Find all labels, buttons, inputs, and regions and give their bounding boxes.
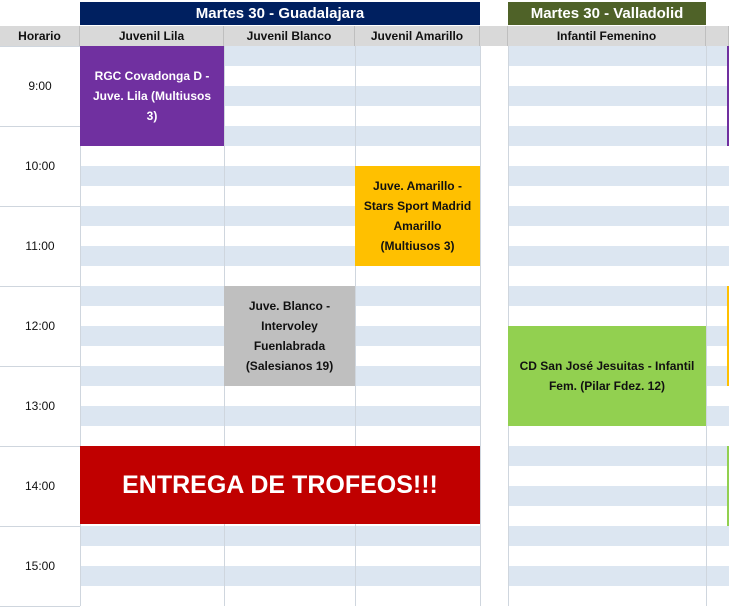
grid-stripe [706, 326, 729, 346]
grid-stripe [706, 446, 729, 466]
column-header-spacer [480, 26, 508, 46]
grid-stripe [508, 246, 706, 266]
column-header-infantil-femenino: Infantil Femenino [508, 26, 706, 46]
grid-stripe [80, 406, 480, 426]
column-header-juvenil-blanco: Juvenil Blanco [224, 26, 355, 46]
grid-stripe [706, 406, 729, 426]
grid-stripe [706, 206, 729, 226]
grid-stripe [706, 126, 729, 146]
grid-stripe [508, 566, 706, 586]
grid-stripe [508, 526, 706, 546]
grid-stripe [706, 486, 729, 506]
time-label-1200: 12:00 [24, 319, 56, 333]
column-header-juvenil-amarillo: Juvenil Amarillo [355, 26, 480, 46]
time-label-1500: 15:00 [24, 559, 56, 573]
grid-stripe [706, 246, 729, 266]
grid-stripe [508, 86, 706, 106]
time-label-1100: 11:00 [25, 239, 55, 253]
column-separator [706, 46, 707, 606]
grid-stripe [706, 526, 729, 546]
time-label-1000: 10:00 [24, 159, 56, 173]
event-infantil-femenino[interactable]: CD San José Jesuitas - Infantil Fem. (Pilar Fdez. 12) [508, 326, 706, 426]
grid-stripe [508, 446, 706, 466]
column-header-horario: Horario [0, 26, 80, 46]
venue-header-guadalajara: Martes 30 - Guadalajara [80, 2, 480, 25]
column-separator [480, 46, 481, 606]
grid-stripe [706, 566, 729, 586]
event-juvenil-amarillo[interactable]: Juve. Amarillo - Stars Sport Madrid Amarillo (Multiusos 3) [355, 166, 480, 266]
event-juvenil-blanco[interactable]: Juve. Blanco - Intervoley Fuenlabrada (Salesianos 19) [224, 286, 355, 386]
grid-stripe [80, 566, 480, 586]
grid-stripe [706, 286, 729, 306]
grid-stripe [508, 486, 706, 506]
grid-stripe [80, 526, 480, 546]
column-header-juvenil-lila: Juvenil Lila [80, 26, 224, 46]
event-juvenil-lila[interactable]: RGC Covadonga D - Juve. Lila (Multiusos 3) [80, 46, 224, 146]
grid-stripe [706, 166, 729, 186]
grid-stripe [706, 366, 729, 386]
venue-header-valladolid: Martes 30 - Valladolid [508, 2, 706, 25]
time-label-0900: 9:00 [28, 79, 52, 93]
time-label-1400: 14:00 [24, 479, 56, 493]
time-label-1300: 13:00 [24, 399, 56, 413]
grid-stripe [508, 286, 706, 306]
column-header-extra [706, 26, 729, 46]
grid-stripe [706, 86, 729, 106]
grid-stripe [508, 166, 706, 186]
grid-stripe [706, 46, 729, 66]
grid-stripe [508, 206, 706, 226]
event-entrega-trofeos[interactable]: ENTREGA DE TROFEOS!!! [80, 446, 480, 524]
grid-stripe [508, 46, 706, 66]
grid-stripe [508, 126, 706, 146]
